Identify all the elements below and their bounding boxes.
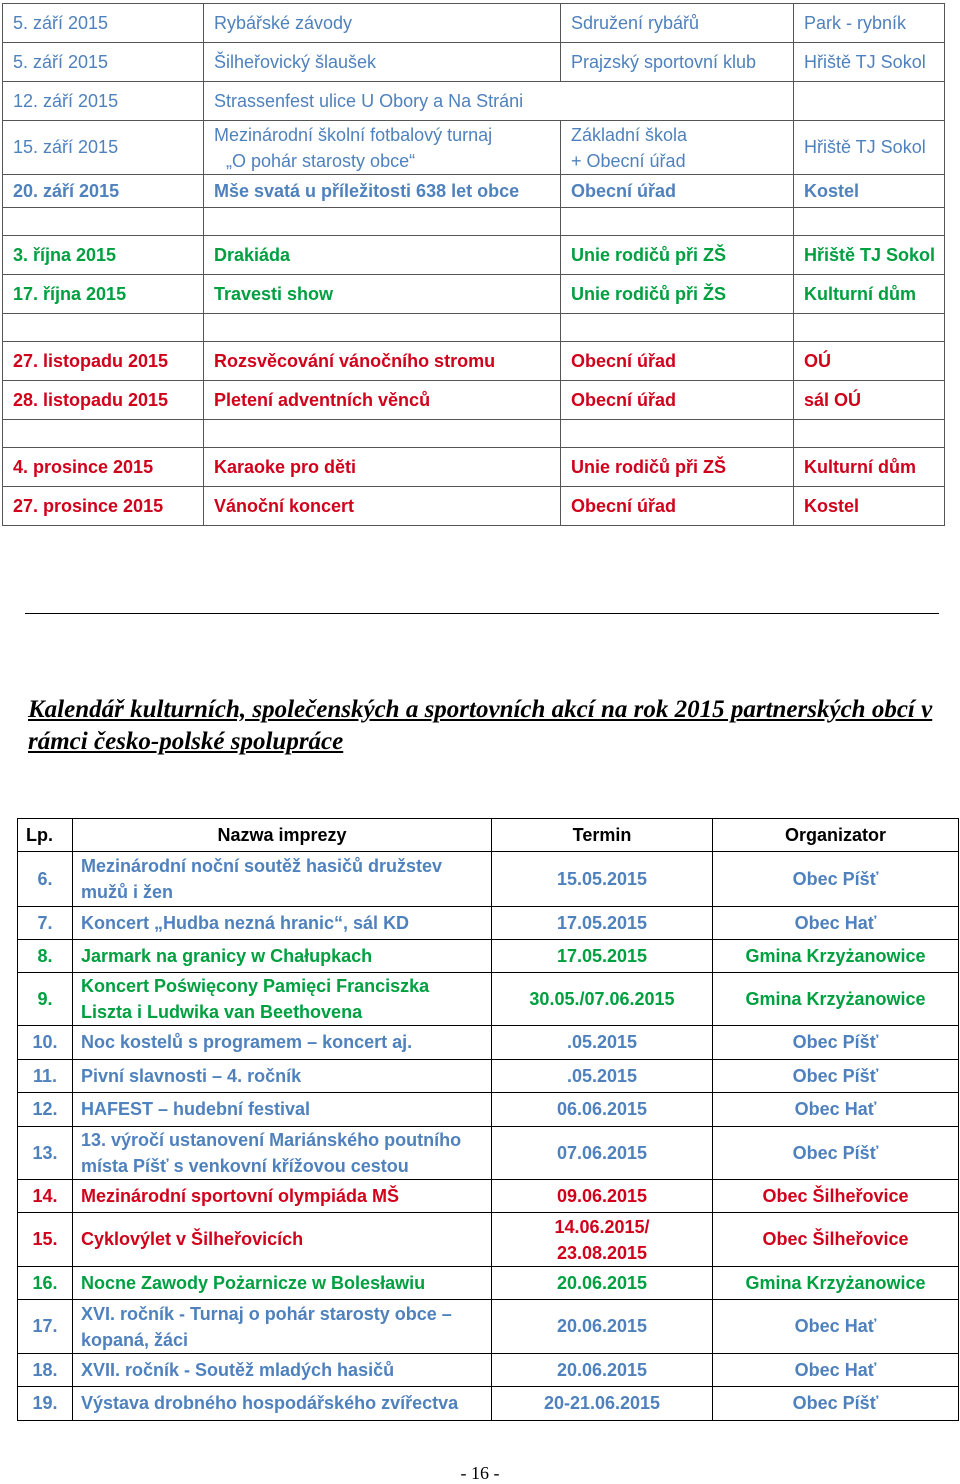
- event-name: Cyklovýlet v Šilheřovicích: [73, 1213, 492, 1267]
- table-row: [18, 1300, 959, 1354]
- event-organizer: Gmina Krzyżanowice: [713, 1267, 959, 1300]
- event-term: 20.06.2015: [492, 1354, 713, 1387]
- event-organizer: Prajzský sportovní klub: [561, 43, 794, 82]
- event-organizer: Unie rodičů při ZŠ: [561, 236, 794, 275]
- event-name: Šilheřovický šlaušek: [204, 43, 561, 82]
- table-row: [18, 940, 959, 973]
- organizer-line: Základní škola: [571, 124, 688, 145]
- table-row: [18, 1093, 959, 1127]
- table-row: [18, 973, 959, 1026]
- spacer-row: [3, 420, 945, 448]
- event-name: Nocne Zawody Pożarnicze w Bolesławiu: [73, 1267, 492, 1300]
- table-row: [3, 4, 945, 43]
- event-name: XVII. ročník - Soutěž mladých hasičů: [73, 1354, 492, 1387]
- event-name: Strassenfest ulice U Obory a Na Stráni: [204, 82, 794, 121]
- event-organizer: Unie rodičů při ZŠ: [561, 448, 794, 487]
- event-date: 17. října 2015: [3, 275, 204, 314]
- column-header-term: Termin: [492, 819, 713, 852]
- table-row: [18, 907, 959, 940]
- event-organizer: Obecní úřad: [561, 381, 794, 420]
- event-place: Hřiště TJ Sokol: [794, 121, 945, 175]
- event-term: 07.06.2015: [492, 1127, 713, 1180]
- event-organizer: Obec Hať: [713, 1354, 959, 1387]
- event-term: 17.05.2015: [492, 907, 713, 940]
- term-line: 23.08.2015: [556, 1242, 648, 1263]
- event-name: Vánoční koncert: [204, 487, 561, 526]
- event-organizer: Sdružení rybářů: [561, 4, 794, 43]
- table-row: [18, 1180, 959, 1213]
- event-organizer: Obec Šilheřovice: [713, 1180, 959, 1213]
- event-name: 13. výročí ustanovení Mariánského poutního místa Píšť s venkovní křížovou cestou: [73, 1127, 492, 1180]
- table-row: [18, 1387, 959, 1421]
- row-number: 14.: [18, 1180, 73, 1213]
- event-name: Noc kostelů s programem – koncert aj.: [73, 1026, 492, 1060]
- event-term: 20-21.06.2015: [492, 1387, 713, 1421]
- row-number: 8.: [18, 940, 73, 973]
- table-row: [3, 121, 945, 175]
- event-name: Koncert Poświęcony Pamięci Franciszka Liszta i Ludwika van Beethovena: [73, 973, 492, 1026]
- event-date: 27. listopadu 2015: [3, 342, 204, 381]
- table-row: [3, 275, 945, 314]
- row-number: 17.: [18, 1300, 73, 1354]
- event-name: Rybářské závody: [204, 4, 561, 43]
- horizontal-divider: [25, 613, 939, 614]
- page-number: - 16 -: [460, 1463, 500, 1483]
- event-term: 17.05.2015: [492, 940, 713, 973]
- autumn-events-table: [2, 3, 945, 526]
- table-row: [3, 43, 945, 82]
- event-organizer: Obec Píšť: [713, 1060, 959, 1093]
- event-name: Mezinárodní sportovní olympiáda MŠ: [73, 1180, 492, 1213]
- event-term: .05.2015: [492, 1026, 713, 1060]
- section-heading: Kalendář kulturních, společenských a sportovních akcí na rok 2015 partnerských obcí v rámci česko-polské spolupráce: [28, 696, 933, 755]
- event-term: 20.06.2015: [492, 1267, 713, 1300]
- term-line: 14.06.2015/: [554, 1216, 650, 1237]
- event-date: 5. září 2015: [3, 4, 204, 43]
- organizer-line: + Obecní úřad: [571, 150, 686, 171]
- event-organizer: Obecní úřad: [561, 487, 794, 526]
- event-name: Mše svatá u příležitosti 638 let obce: [204, 175, 561, 208]
- table-row: [18, 1354, 959, 1387]
- event-term: 06.06.2015: [492, 1093, 713, 1127]
- event-name: Rozsvěcování vánočního stromu: [204, 342, 561, 381]
- table-row: [3, 342, 945, 381]
- row-number: 18.: [18, 1354, 73, 1387]
- row-number: 12.: [18, 1093, 73, 1127]
- column-header-organizer: Organizator: [713, 819, 959, 852]
- table-row: [3, 448, 945, 487]
- partner-events-table: [17, 818, 959, 1421]
- table-row: [18, 1026, 959, 1060]
- event-organizer: Obecní úřad: [561, 342, 794, 381]
- row-number: 16.: [18, 1267, 73, 1300]
- event-organizer: Obecní úřad: [561, 175, 794, 208]
- event-name: HAFEST – hudební festival: [73, 1093, 492, 1127]
- event-organizer: [561, 121, 794, 175]
- event-organizer: Obec Píšť: [713, 852, 959, 907]
- row-number: 11.: [18, 1060, 73, 1093]
- row-number: 15.: [18, 1213, 73, 1267]
- event-place: OÚ: [794, 342, 945, 381]
- row-number: 9.: [18, 973, 73, 1026]
- table-row: [18, 1213, 959, 1267]
- event-name: Pletení adventních věnců: [204, 381, 561, 420]
- event-organizer: Obec Hať: [713, 1300, 959, 1354]
- event-place: Kulturní dům: [794, 448, 945, 487]
- column-header-lp: Lp.: [18, 819, 73, 852]
- event-term: .05.2015: [492, 1060, 713, 1093]
- event-place: [794, 82, 945, 121]
- table-row: [18, 1127, 959, 1180]
- event-date: 3. října 2015: [3, 236, 204, 275]
- row-number: 13.: [18, 1127, 73, 1180]
- event-organizer: Unie rodičů při ŽS: [561, 275, 794, 314]
- row-number: 19.: [18, 1387, 73, 1421]
- table-row: [3, 381, 945, 420]
- event-place: Park - rybník: [794, 4, 945, 43]
- event-organizer: Obec Píšť: [713, 1026, 959, 1060]
- event-name: Drakiáda: [204, 236, 561, 275]
- event-place: Hřiště TJ Sokol: [794, 43, 945, 82]
- event-name: Travesti show: [204, 275, 561, 314]
- table-row: [3, 236, 945, 275]
- event-name: XVI. ročník - Turnaj o pohár starosty obce – kopaná, žáci: [73, 1300, 492, 1354]
- event-place: Hřiště TJ Sokol: [794, 236, 945, 275]
- table-header-row: [18, 819, 959, 852]
- table-row: [3, 175, 945, 208]
- event-name: [204, 121, 561, 175]
- event-name: Pivní slavnosti – 4. ročník: [73, 1060, 492, 1093]
- event-name: Mezinárodní noční soutěž hasičů družstev mužů i žen: [73, 852, 492, 907]
- event-organizer: Obec Hať: [713, 1093, 959, 1127]
- event-date: 20. září 2015: [3, 175, 204, 208]
- row-number: 7.: [18, 907, 73, 940]
- event-term: 15.05.2015: [492, 852, 713, 907]
- event-term: [492, 1213, 713, 1267]
- event-place: Kostel: [794, 175, 945, 208]
- event-name: Koncert „Hudba nezná hranic“, sál KD: [73, 907, 492, 940]
- table-row: [3, 487, 945, 526]
- event-date: 28. listopadu 2015: [3, 381, 204, 420]
- event-date: 15. září 2015: [3, 121, 204, 175]
- event-term: 30.05./07.06.2015: [492, 973, 713, 1026]
- event-organizer: Gmina Krzyżanowice: [713, 940, 959, 973]
- column-header-name: Nazwa imprezy: [73, 819, 492, 852]
- event-date: 12. září 2015: [3, 82, 204, 121]
- event-term: 20.06.2015: [492, 1300, 713, 1354]
- row-number: 6.: [18, 852, 73, 907]
- event-name: Jarmark na granicy w Chałupkach: [73, 940, 492, 973]
- event-name: Karaoke pro děti: [204, 448, 561, 487]
- event-date: 4. prosince 2015: [3, 448, 204, 487]
- event-name-line: Mezinárodní školní fotbalový turnaj: [214, 124, 493, 145]
- table-row: [18, 1060, 959, 1093]
- event-organizer: Obec Šilheřovice: [713, 1213, 959, 1267]
- event-organizer: Obec Píšť: [713, 1127, 959, 1180]
- event-place: Kostel: [794, 487, 945, 526]
- table-row: [18, 1267, 959, 1300]
- table-row: [3, 82, 945, 121]
- table-row: [18, 852, 959, 907]
- event-place: Kulturní dům: [794, 275, 945, 314]
- event-organizer: Obec Píšť: [713, 1387, 959, 1421]
- event-organizer: Obec Hať: [713, 907, 959, 940]
- event-date: 27. prosince 2015: [3, 487, 204, 526]
- event-organizer: Gmina Krzyżanowice: [713, 973, 959, 1026]
- event-name-line: „O pohár starosty obce“: [226, 150, 416, 171]
- event-name: Výstava drobného hospodářského zvířectva: [73, 1387, 492, 1421]
- spacer-row: [3, 314, 945, 342]
- spacer-row: [3, 208, 945, 236]
- event-term: 09.06.2015: [492, 1180, 713, 1213]
- event-place: sál OÚ: [794, 381, 945, 420]
- event-date: 5. září 2015: [3, 43, 204, 82]
- row-number: 10.: [18, 1026, 73, 1060]
